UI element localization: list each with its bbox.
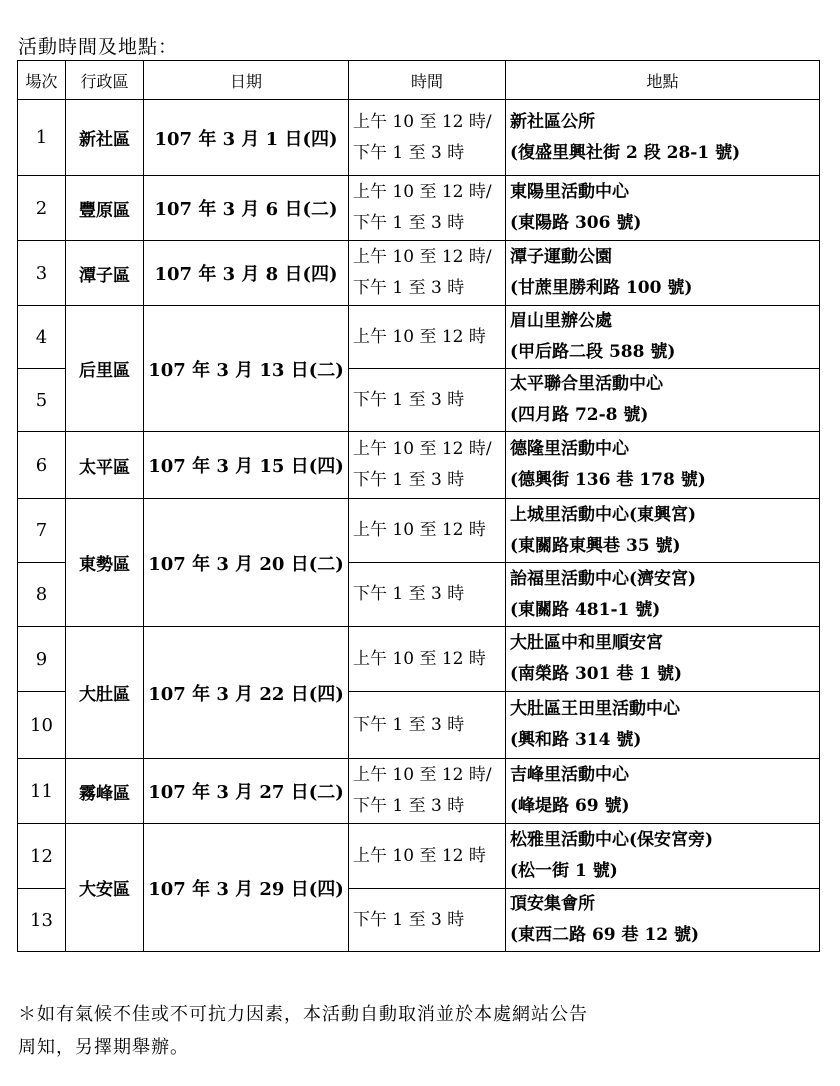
- place-name: 大肚區王田里活動中心: [510, 699, 680, 719]
- time-cell: [349, 100, 506, 176]
- time-cell: [349, 176, 506, 241]
- time-cell: [349, 432, 506, 499]
- district-cell: 東勢區: [66, 499, 144, 627]
- time-line: 下午 1 至 3 時: [353, 142, 465, 163]
- time-line: 下午 1 至 3 時: [353, 213, 465, 233]
- place-address: (峰堤路 69 號): [510, 796, 630, 816]
- time-line: 下午 1 至 3 時: [353, 796, 465, 816]
- location-cell: [506, 499, 820, 563]
- cancellation-note: [18, 998, 588, 1064]
- time-line: 上午 10 至 12 時/: [353, 247, 492, 267]
- session-number: 3: [18, 241, 66, 306]
- place-address: (復盛里興社街 2 段 28-1 號): [510, 142, 741, 163]
- place-address: (德興街 136 巷 178 號): [510, 470, 706, 490]
- time-line: 上午 10 至 12 時/: [353, 765, 492, 785]
- location-cell: [506, 824, 820, 889]
- time-line: 下午 1 至 3 時: [353, 909, 465, 930]
- district-cell: 新社區: [66, 100, 144, 176]
- time-cell: [349, 241, 506, 306]
- location-cell: [506, 100, 820, 176]
- location-cell: [506, 241, 820, 306]
- location-cell: [506, 432, 820, 499]
- time-line: 下午 1 至 3 時: [353, 470, 465, 490]
- session-number: 4: [18, 306, 66, 369]
- place-name: 吉峰里活動中心: [510, 765, 629, 785]
- table-row: [18, 306, 820, 369]
- date-cell: 107 年 3 月 13 日(二): [144, 306, 349, 432]
- session-number: 13: [18, 889, 66, 952]
- place-address: (甘蔗里勝利路 100 號): [510, 278, 693, 298]
- date-cell: 107 年 3 月 22 日(四): [144, 627, 349, 759]
- place-name: 眉山里辦公處: [510, 311, 612, 331]
- date-cell: 107 年 3 月 20 日(二): [144, 499, 349, 627]
- place-address: (東西二路 69 巷 12 號): [510, 925, 700, 945]
- time-line: 上午 10 至 12 時: [353, 326, 486, 347]
- district-cell: 霧峰區: [66, 759, 144, 824]
- time-line: 上午 10 至 12 時/: [353, 111, 492, 132]
- place-name: 新社區公所: [510, 111, 595, 132]
- place-address: (四月路 72-8 號): [510, 405, 649, 425]
- place-name: 潭子運動公園: [510, 247, 612, 267]
- date-cell: 107 年 3 月 29 日(四): [144, 824, 349, 952]
- location-cell: [506, 563, 820, 627]
- table-header-row: [18, 61, 820, 100]
- table-row: [18, 759, 820, 824]
- time-line: 上午 10 至 12 時/: [353, 439, 492, 459]
- table-row: [18, 100, 820, 176]
- time-cell: [349, 306, 506, 369]
- section-heading: 活動時間及地點：: [18, 36, 179, 58]
- column-header-location: 地點: [506, 61, 820, 100]
- schedule-table: [17, 60, 820, 952]
- time-cell: [349, 759, 506, 824]
- note-line: 周知，另擇期舉辦。: [18, 1037, 189, 1058]
- table-row: [18, 432, 820, 499]
- place-name: 上城里活動中心(東興宮): [510, 504, 697, 525]
- session-number: 10: [18, 692, 66, 759]
- session-number: 9: [18, 627, 66, 692]
- column-header-district: 行政區: [66, 61, 144, 100]
- note-line: ＊如有氣候不佳或不可抗力因素，本活動自動取消並於本處網站公告: [18, 1004, 588, 1025]
- district-cell: 大肚區: [66, 627, 144, 759]
- date-cell: 107 年 3 月 6 日(二): [144, 176, 349, 241]
- time-line: 上午 10 至 12 時: [353, 520, 486, 540]
- time-cell: [349, 369, 506, 432]
- time-cell: [349, 824, 506, 889]
- place-address: (南榮路 301 巷 1 號): [510, 664, 683, 684]
- place-name: 頂安集會所: [510, 894, 595, 914]
- district-cell: 太平區: [66, 432, 144, 499]
- place-address: (東陽路 306 號): [510, 213, 642, 233]
- session-number: 8: [18, 563, 66, 627]
- table-row: [18, 176, 820, 241]
- table-row: [18, 499, 820, 563]
- district-cell: 大安區: [66, 824, 144, 952]
- district-cell: 后里區: [66, 306, 144, 432]
- session-number: 2: [18, 176, 66, 241]
- column-header-time: 時間: [349, 61, 506, 100]
- time-cell: [349, 499, 506, 563]
- time-cell: [349, 627, 506, 692]
- session-number: 5: [18, 369, 66, 432]
- location-cell: [506, 369, 820, 432]
- session-number: 6: [18, 432, 66, 499]
- place-name: 松雅里活動中心(保安宮旁): [510, 830, 714, 850]
- column-header-session: 場次: [18, 61, 66, 100]
- place-address: (興和路 314 號): [510, 730, 642, 750]
- table-row: [18, 824, 820, 889]
- location-cell: [506, 692, 820, 759]
- time-line: 下午 1 至 3 時: [353, 278, 465, 298]
- place-name: 東陽里活動中心: [510, 182, 629, 202]
- table-row: [18, 241, 820, 306]
- time-line: 下午 1 至 3 時: [353, 584, 465, 604]
- place-name: 德隆里活動中心: [510, 439, 629, 459]
- time-line: 上午 10 至 12 時: [353, 648, 486, 669]
- place-address: (甲后路二段 588 號): [510, 342, 676, 362]
- session-number: 11: [18, 759, 66, 824]
- session-number: 1: [18, 100, 66, 176]
- district-cell: 潭子區: [66, 241, 144, 306]
- time-cell: [349, 889, 506, 952]
- table-row: [18, 627, 820, 692]
- location-cell: [506, 176, 820, 241]
- date-cell: 107 年 3 月 8 日(四): [144, 241, 349, 306]
- location-cell: [506, 889, 820, 952]
- place-address: (東關路東興巷 35 號): [510, 535, 681, 556]
- session-number: 12: [18, 824, 66, 889]
- location-cell: [506, 759, 820, 824]
- location-cell: [506, 627, 820, 692]
- time-line: 下午 1 至 3 時: [353, 389, 465, 410]
- time-cell: [349, 692, 506, 759]
- place-name: 大肚區中和里順安宮: [510, 633, 663, 653]
- date-cell: 107 年 3 月 27 日(二): [144, 759, 349, 824]
- session-number: 7: [18, 499, 66, 563]
- time-line: 上午 10 至 12 時/: [353, 182, 492, 202]
- district-cell: 豐原區: [66, 176, 144, 241]
- time-line: 上午 10 至 12 時: [353, 845, 486, 866]
- place-name: 詒福里活動中心(濟安宮): [510, 568, 697, 589]
- place-name: 太平聯合里活動中心: [510, 374, 663, 394]
- place-address: (松一街 1 號): [510, 861, 618, 881]
- column-header-date: 日期: [144, 61, 349, 100]
- time-cell: [349, 563, 506, 627]
- date-cell: 107 年 3 月 15 日(四): [144, 432, 349, 499]
- time-line: 下午 1 至 3 時: [353, 714, 465, 735]
- location-cell: [506, 306, 820, 369]
- date-cell: 107 年 3 月 1 日(四): [144, 100, 349, 176]
- place-address: (東關路 481-1 號): [510, 599, 661, 620]
